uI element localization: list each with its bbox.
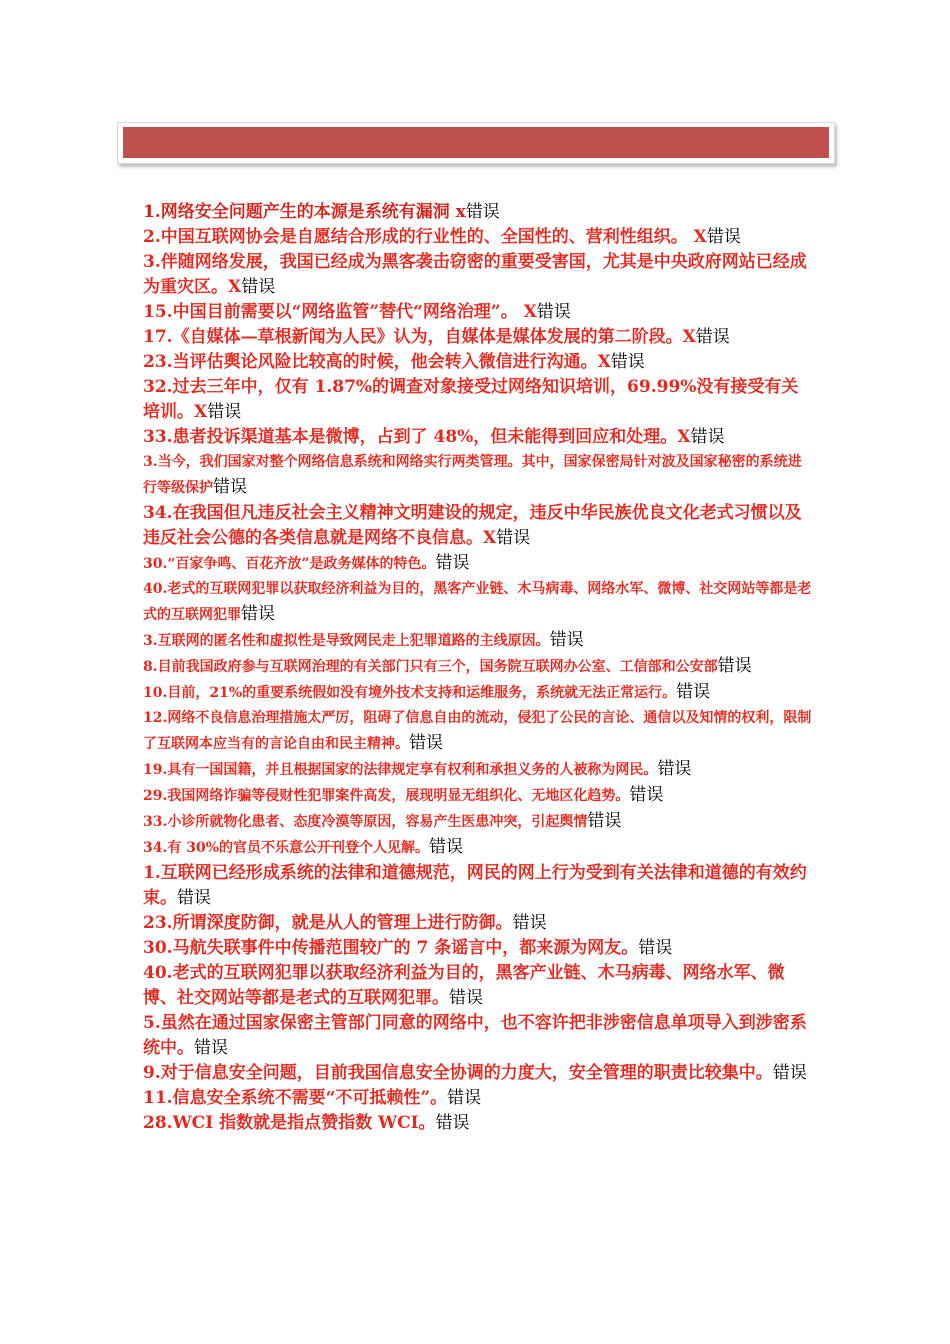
answer-label: 错误	[772, 1063, 807, 1083]
question-text: 32.过去三年中，仅有 1.87%的调查对象接受过网络知识培训，69.99%没有接受有关培训。X	[143, 377, 799, 422]
header-banner-fill	[123, 127, 829, 158]
question-item	[143, 225, 813, 250]
question-item	[143, 350, 813, 375]
answer-label: 错误	[629, 785, 664, 805]
question-text: 30.“百家争鸣、百花齐放”是政务媒体的特色。	[143, 556, 436, 572]
answer-label: 错误	[213, 477, 247, 497]
question-item	[143, 628, 813, 654]
answer-label: 错误	[695, 327, 730, 347]
question-item	[143, 835, 813, 861]
question-list	[143, 200, 813, 1136]
answer-label: 错误	[177, 888, 211, 908]
question-item	[143, 450, 813, 501]
question-text: 40.老式的互联网犯罪以获取经济利益为目的，黑客产业链、木马病毒、网络水军、微博、社交网站等都是老式的互联网犯罪	[143, 581, 812, 623]
question-item	[143, 325, 813, 350]
answer-label: 错误	[657, 759, 692, 779]
question-text: 3.伴随网络发展，我国已经成为黑客袭击窃密的重要受害国，尤其是中央政府网站已经成为重灾区。X	[143, 252, 807, 297]
question-text: 33.患者投诉渠道基本是微博，占到了 48%，但未能得到回应和处理。X	[143, 427, 691, 447]
answer-label: 错误	[241, 604, 275, 624]
question-item	[143, 1111, 813, 1136]
question-text: 28.WCI 指数就是指点赞指数 WCI。	[143, 1113, 436, 1133]
answer-label: 错误	[496, 528, 531, 548]
question-text: 30.马航失联事件中传播范围较广的 7 条谣言中，都来源为网友。	[143, 938, 639, 958]
answer-label: 错误	[512, 913, 547, 933]
answer-label: 错误	[409, 733, 443, 753]
question-item	[143, 501, 813, 551]
question-item	[143, 1061, 813, 1086]
question-text: 5.虽然在通过国家保密主管部门同意的网络中，也不容许把非涉密信息单项导入到涉密系统中。	[143, 1013, 807, 1058]
question-item	[143, 200, 813, 225]
question-text: 17.《自媒体—草根新闻为人民》认为，自媒体是媒体发展的第二阶段。X	[143, 327, 696, 347]
answer-label: 错误	[690, 427, 725, 447]
question-text: 1.网络安全问题产生的本源是系统有漏洞 x	[143, 202, 466, 222]
question-item	[143, 911, 813, 936]
question-item	[143, 300, 813, 325]
question-text: 23.所谓深度防御，就是从人的管理上进行防御。	[143, 913, 513, 933]
question-text: 34.在我国但凡违反社会主义精神文明建设的规定，违反中华民族优良文化老式习惯以及违反社会公德的各类信息就是网络不良信息。X	[143, 503, 802, 548]
question-item	[143, 375, 813, 425]
question-item	[143, 783, 813, 809]
question-text: 1.互联网已经形成系统的法律和道德规范，网民的网上行为受到有关法律和道德的有效约束。	[143, 863, 807, 908]
question-item	[143, 861, 813, 911]
question-item	[143, 577, 813, 628]
answer-label: 错误	[676, 682, 711, 702]
question-text: 15.中国目前需要以“网络监管”替代“网络治理”。 X	[143, 302, 537, 322]
question-text: 29.我国网络诈骗等侵财性犯罪案件高发，展现明显无组织化、无地区化趋势。	[143, 788, 630, 804]
question-text: 3.互联网的匿名性和虚拟性是导致网民走上犯罪道路的主线原因。	[143, 633, 550, 649]
header-banner	[117, 122, 835, 164]
answer-label: 错误	[447, 1088, 482, 1108]
question-item	[143, 250, 813, 300]
answer-label: 错误	[610, 352, 645, 372]
answer-label: 错误	[465, 202, 500, 222]
question-text: 33.小诊所就物化患者、态度冷漠等原因，容易产生医患冲突，引起舆情	[143, 814, 588, 830]
question-item	[143, 757, 813, 783]
question-text: 19.具有一国国籍，并且根据国家的法律规定享有权利和承担义务的人被称为网民。	[143, 762, 658, 778]
answer-label: 错误	[706, 227, 741, 247]
answer-label: 错误	[587, 811, 622, 831]
answer-label: 错误	[435, 553, 470, 573]
question-item	[143, 551, 813, 577]
question-text: 8.目前我国政府参与互联网治理的有关部门只有三个，国务院互联网办公室、工信部和公安部	[143, 659, 718, 675]
answer-label: 错误	[241, 277, 276, 297]
answer-label: 错误	[638, 938, 673, 958]
question-text: 23.当评估舆论风险比较高的时候，他会转入微信进行沟通。X	[143, 352, 611, 372]
answer-label: 错误	[435, 1113, 470, 1133]
question-text: 11.信息安全系统不需要“不可抵赖性”。	[143, 1088, 448, 1108]
answer-label: 错误	[536, 302, 571, 322]
question-text: 34.有 30%的官员不乐意公开刊登个人见解。	[143, 840, 430, 856]
answer-label: 错误	[207, 402, 242, 422]
question-text: 10.目前，21%的重要系统假如没有境外技术支持和运维服务，系统就无法正常运行。	[143, 685, 677, 701]
question-text: 2.中国互联网协会是自愿结合形成的行业性的、全国性的、营利性组织。 X	[143, 227, 707, 247]
answer-label: 错误	[194, 1038, 228, 1058]
answer-label: 错误	[429, 837, 464, 857]
question-text: 3.当今，我们国家对整个网络信息系统和网络实行两类管理。其中，国家保密局针对波及国家秘密的系统进行等级保护	[143, 454, 802, 496]
question-item	[143, 936, 813, 961]
question-item	[143, 961, 813, 1011]
answer-label: 错误	[549, 630, 584, 650]
question-item	[143, 1086, 813, 1111]
answer-label: 错误	[449, 988, 483, 1008]
question-item	[143, 1011, 813, 1061]
question-item	[143, 425, 813, 450]
question-item	[143, 654, 813, 680]
question-text: 9.对于信息安全问题，目前我国信息安全协调的力度大，安全管理的职责比较集中。	[143, 1063, 773, 1083]
question-item	[143, 706, 813, 757]
answer-label: 错误	[717, 656, 752, 676]
question-text: 12.网络不良信息治理措施太严厉，阻碍了信息自由的流动，侵犯了公民的言论、通信以及知情的权利，限制了互联网本应当有的言论自由和民主精神。	[143, 710, 812, 752]
question-text: 40.老式的互联网犯罪以获取经济利益为目的，黑客产业链、木马病毒、网络水军、微博、社交网站等都是老式的互联网犯罪。	[143, 963, 785, 1008]
question-item	[143, 809, 813, 835]
question-item	[143, 680, 813, 706]
